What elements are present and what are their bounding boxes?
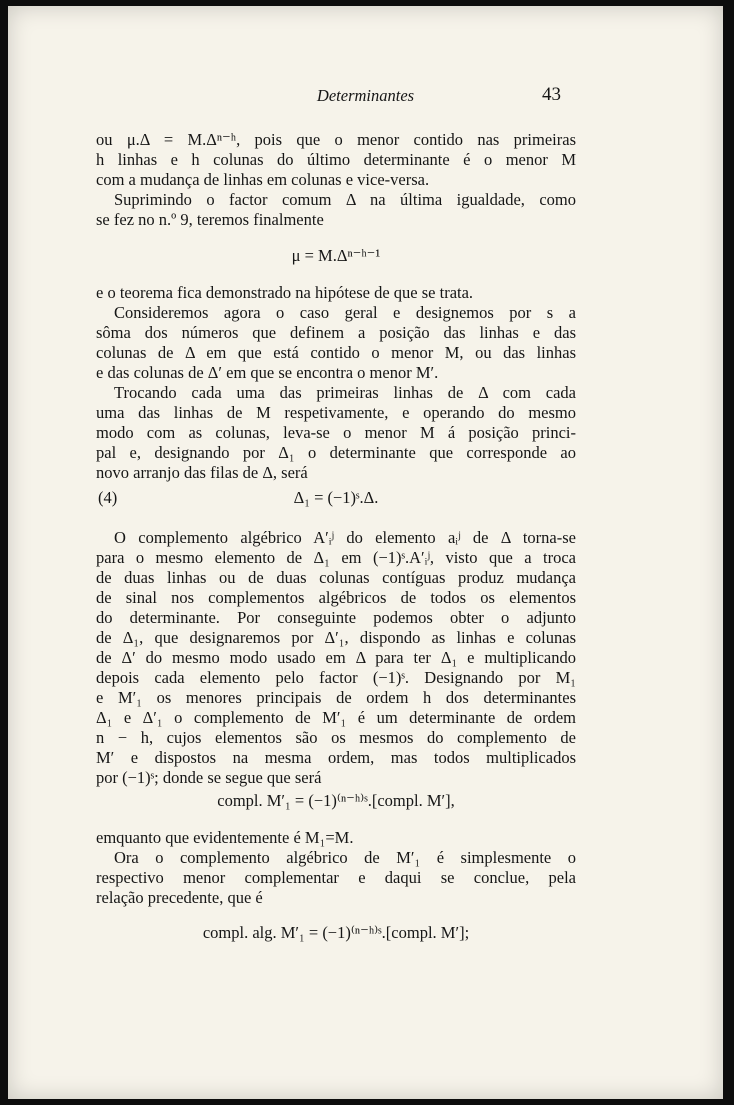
text-line: emquanto que evidentemente é M₁=M. — [96, 828, 354, 847]
text-line: e M′₁ os menores principais de ordem h dos determinantes — [96, 688, 576, 707]
text-line: de Δ′ do mesmo modo usado em Δ para ter Δ₁ e multiplicando — [96, 648, 576, 667]
text-line: e das colunas de Δ′ em que se encontra o menor M′. — [96, 363, 439, 382]
text-line: n − h, cujos elementos são os mesmos do complemento de — [96, 728, 576, 747]
text-line: se fez no n.º 9, teremos finalmente — [96, 210, 324, 229]
text-line: respectivo menor complementar e daqui se conclue, pela — [96, 868, 576, 887]
text-line: de Δ₁, que designaremos por Δ′₁, dispondo as linhas e colunas — [96, 628, 576, 647]
text-line: pal e, designando por Δ₁ o determinante que corresponde ao — [96, 443, 576, 462]
running-header-title: Determinantes — [316, 86, 415, 105]
text-line: ou μ.Δ = M.Δⁿ⁻ʰ, pois que o menor contido nas primeiras — [96, 130, 576, 149]
text-line: uma das linhas de M respetivamente, e operando do mesmo — [96, 403, 576, 422]
text-line: Ora o complemento algébrico de M′₁ é simplesmente o — [114, 848, 576, 867]
text-line: modo com as colunas, leva-se o menor M á posição princi- — [96, 423, 576, 442]
text-line: M′ e dispostos na mesma ordem, mas todos multiplicados — [96, 748, 576, 767]
equation-number: (4) — [98, 488, 118, 507]
text-line: Consideremos agora o caso geral e designemos por s a — [114, 303, 576, 322]
text-line: h linhas e h colunas do último determinante é o menor M — [96, 150, 576, 169]
text-line: Trocando cada uma das primeiras linhas de Δ com cada — [114, 383, 576, 402]
text-line: de sinal nos complementos algébricos de todos os elementos — [96, 588, 576, 607]
text-line: por (−1)ˢ; donde se segue que será — [96, 768, 322, 787]
text-line: para o mesmo elemento de Δ₁ em (−1)ˢ.A′ᵢʲ, visto que a troca — [96, 548, 576, 567]
formula: compl. M′₁ = (−1)⁽ⁿ⁻ʰ⁾ˢ.[compl. M′], — [217, 791, 455, 810]
formula: Δ₁ = (−1)ˢ.Δ. — [293, 488, 379, 507]
text-line: relação precedente, que é — [96, 888, 263, 907]
text-line: depois cada elemento pelo factor (−1)ˢ. Designando por M₁ — [96, 668, 576, 687]
text-line: O complemento algébrico A′ᵢʲ do elemento aᵢʲ de Δ torna-se — [114, 528, 576, 547]
text-line: de duas linhas ou de duas colunas contíguas produz mudança — [96, 568, 576, 587]
text-line: sôma dos números que definem a posição das linhas e das — [96, 323, 576, 342]
formula: μ = M.Δⁿ⁻ʰ⁻¹ — [291, 246, 381, 265]
book-page — [8, 6, 723, 1099]
text-line: do determinante. Por conseguinte podemos obter o adjunto — [96, 608, 576, 627]
text-line: com a mudança de linhas em colunas e vice-versa. — [96, 170, 430, 189]
page-number: 43 — [542, 84, 561, 105]
text-line: Δ₁ e Δ′₁ o complemento de M′₁ é um determinante de ordem — [96, 708, 576, 727]
text-line: novo arranjo das filas de Δ, será — [96, 463, 308, 482]
text-line: e o teorema fica demonstrado na hipótese de que se trata. — [96, 283, 474, 302]
text-line: colunas de Δ em que está contido o menor M, ou das linhas — [96, 343, 576, 362]
text-line: Suprimindo o factor comum Δ na última igualdade, como — [114, 190, 576, 209]
formula: compl. alg. M′₁ = (−1)⁽ⁿ⁻ʰ⁾ˢ.[compl. M′]; — [202, 923, 470, 942]
